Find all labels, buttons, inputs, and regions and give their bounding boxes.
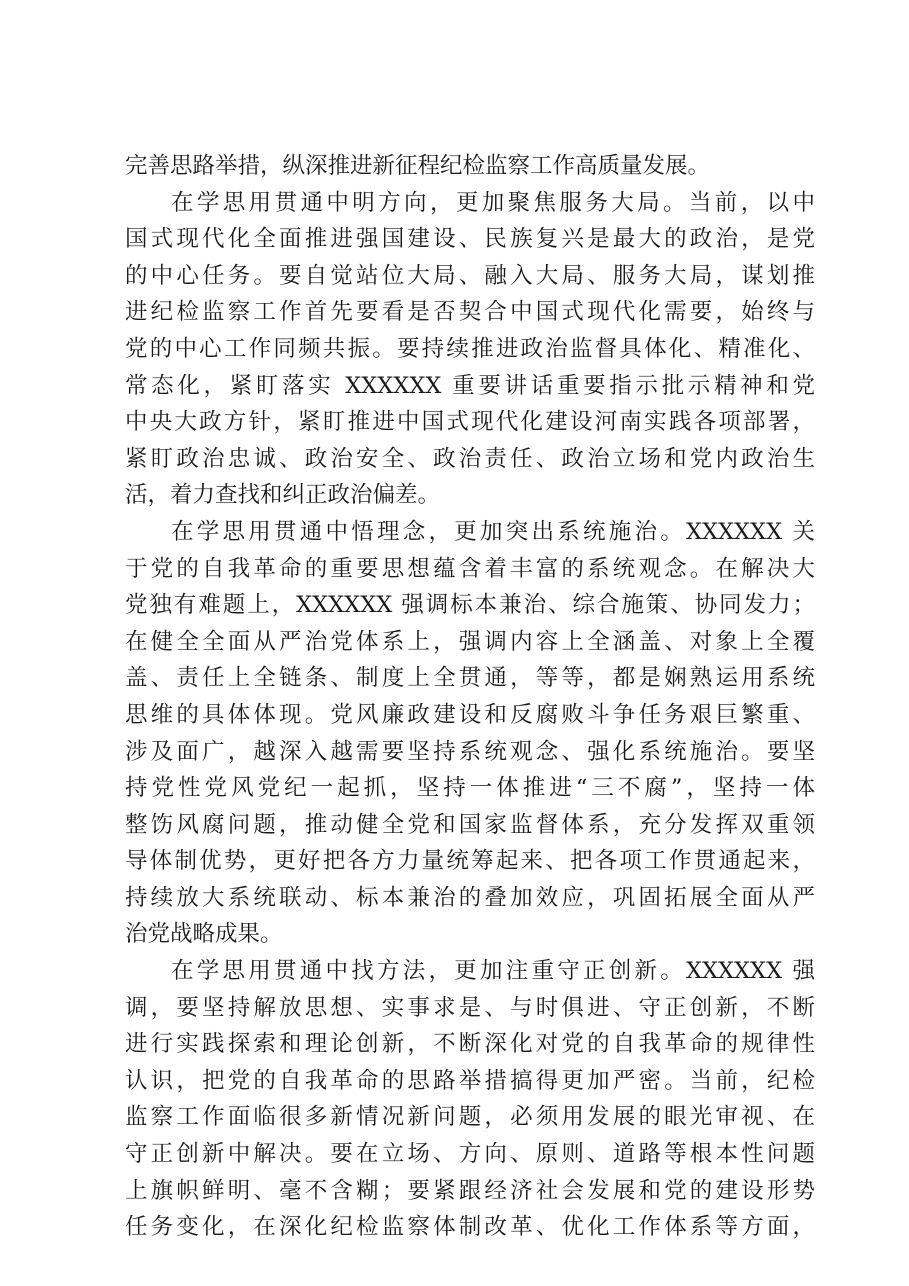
text-line: 国式现代化全面推进强国建设、民族复兴是最大的政治，是党: [125, 226, 815, 253]
text-line: 党的中心工作同频共振。要持续推进政治监督具体化、精准化、: [125, 335, 815, 362]
text-line: 监察工作面临很多新情况新问题，必须用发展的眼光审视、在: [125, 1104, 815, 1131]
text-line: 在健全全面从严治党体系上，强调内容上全涵盖、对象上全覆: [125, 628, 815, 655]
text-line: 思维的具体体现。党风廉政建设和反腐败斗争任务艰巨繁重、: [125, 701, 815, 728]
text-line: 在学思用贯通中找方法，更加注重守正创新。XXXXXX 强: [171, 958, 815, 985]
text-line: 活，着力查找和纠正政治偏差。: [125, 482, 441, 509]
paragraph-1: [125, 148, 815, 185]
text-line: 上旗帜鲜明、毫不含糊；要紧跟经济社会发展和党的建设形势: [125, 1177, 815, 1204]
text-line: 的中心任务。要自觉站位大局、融入大局、服务大局，谋划推: [125, 262, 815, 289]
text-line: 进行实践探索和理论创新，不断深化对党的自我革命的规律性: [125, 1031, 815, 1058]
paragraph-4: [125, 953, 815, 1246]
text-line: 导体制优势，更好把各方力量统筹起来、把各项工作贯通起来，: [125, 848, 815, 875]
text-line: 认识，把党的自我革命的思路举措搞得更加严密。当前，纪检: [125, 1067, 815, 1094]
paragraph-3: [125, 514, 815, 953]
text-line: 调，要坚持解放思想、实事求是、与时俱进、守正创新，不断: [125, 994, 815, 1021]
text-line: 在学思用贯通中悟理念，更加突出系统施治。XXXXXX 关: [171, 518, 815, 545]
text-line: 守正创新中解决。要在立场、方向、原则、道路等根本性问题: [125, 1141, 815, 1168]
text-line: 盖、责任上全链条、制度上全贯通，等等，都是娴熟运用系统: [125, 665, 815, 692]
text-line: 常态化，紧盯落实 XXXXXX 重要讲话重要指示批示精神和党: [125, 372, 815, 399]
text-line: 任务变化，在深化纪检监察体制改革、优化工作体系等方面，: [125, 1214, 815, 1241]
text-line: 于党的自我革命的重要思想蕴含着丰富的系统观念。在解决大: [125, 555, 815, 582]
text-line: 党独有难题上，XXXXXX 强调标本兼治、综合施策、协同发力；: [125, 592, 815, 619]
text-line: 在学思用贯通中明方向，更加聚焦服务大局。当前，以中: [171, 189, 815, 216]
text-line: 涉及面广，越深入越需要坚持系统观念、强化系统施治。要坚: [125, 738, 815, 765]
document-body: [125, 148, 815, 1246]
text-line: 紧盯政治忠诚、政治安全、政治责任、政治立场和党内政治生: [125, 445, 815, 472]
text-line: 持党性党风党纪一起抓，坚持一体推进“三不腐”，坚持一体: [125, 775, 815, 802]
text-line: 完善思路举措，纵深推进新征程纪检监察工作高质量发展。: [125, 153, 711, 179]
text-line: 中央大政方针，紧盯推进中国式现代化建设河南实践各项部署，: [125, 409, 815, 436]
text-line: 整饬风腐问题，推动健全党和国家监督体系，充分发挥双重领: [125, 811, 815, 838]
text-line: 进纪检监察工作首先要看是否契合中国式现代化需要，始终与: [125, 299, 815, 326]
paragraph-2: [125, 185, 815, 514]
text-line: 治党战略成果。: [125, 921, 283, 948]
text-line: 持续放大系统联动、标本兼治的叠加效应，巩固拓展全面从严: [125, 884, 815, 911]
